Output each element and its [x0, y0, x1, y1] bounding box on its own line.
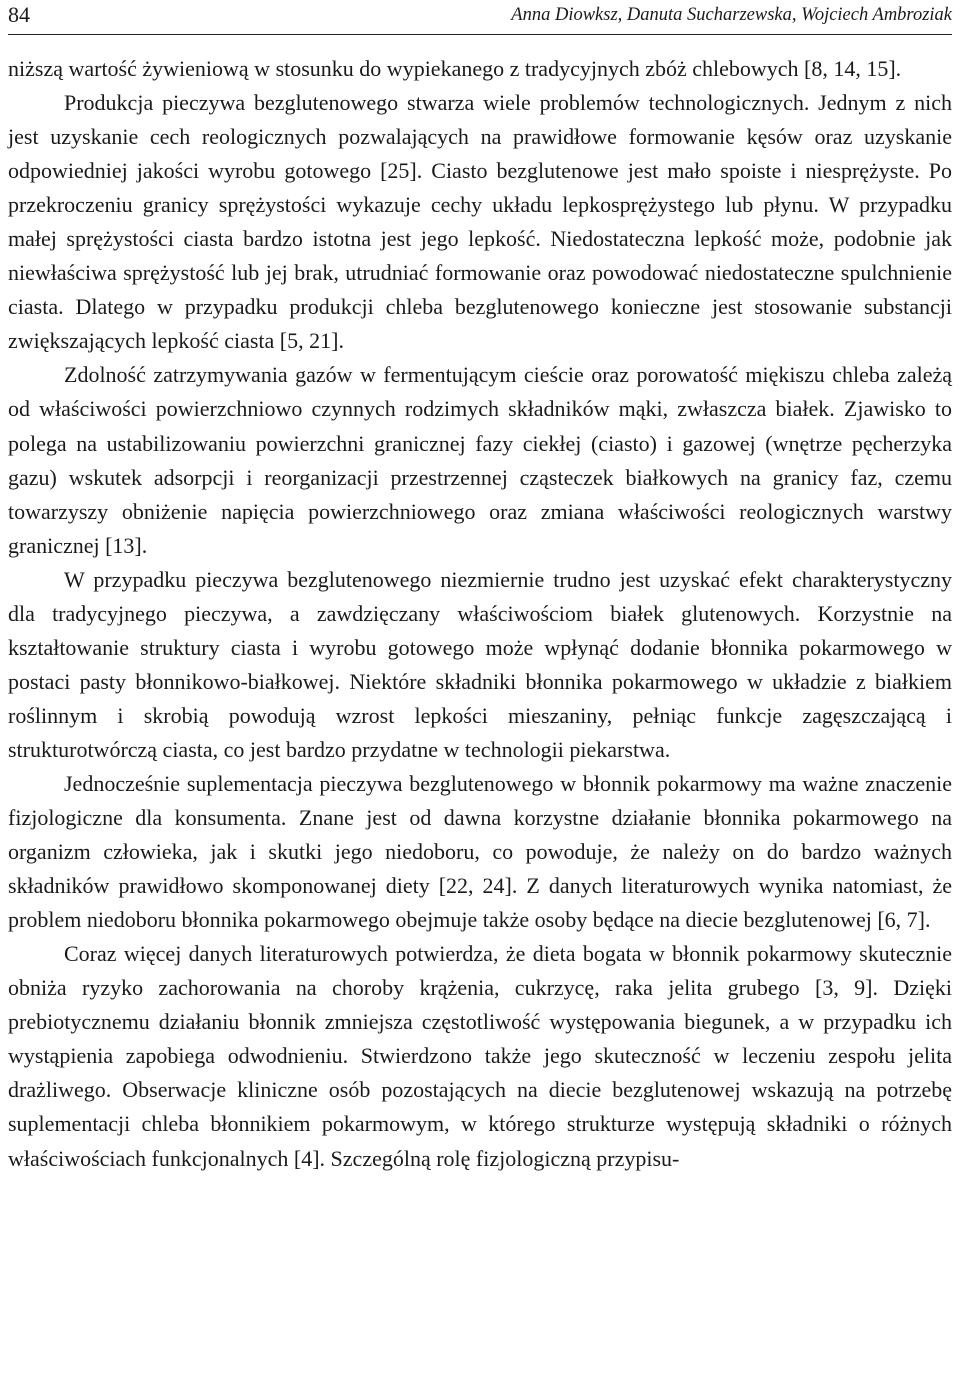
document-page	[8, 0, 952, 1176]
paragraph: Coraz więcej danych literaturowych potwierdza, że dieta bogata w błonnik pokarmowy skutecznie obniża ryzyko zachorowania na choroby krążenia, cukrzycę, raka jelita grubego [3, 9]. Dzięki prebiotycznemu działaniu błonnik zmniejsza częstotliwość występowania biegunek, a w przypadku ich wystąpienia zapobiega odwodnieniu. Stwierdzono także jego skuteczność w leczeniu zespołu jelita drażliwego. Obserwacje kliniczne osób pozostających na diecie bezglutenowej wskazują na potrzebę suplementacji chleba błonnikiem pokarmowym, w którego strukturze występują składniki o różnych właściwościach funkcjonalnych [4]. Szczególną rolę fizjologiczną przypisu-	[8, 941, 952, 1171]
paragraph: Jednocześnie suplementacja pieczywa bezglutenowego w błonnik pokarmowy ma ważne znaczenie fizjologiczne dla konsumenta. Znane jest od dawna korzystne działanie błonnika pokarmowego na organizm człowieka, jak i skutki jego niedoboru, co powoduje, że należy on do bardzo ważnych składników prawidłowo skomponowanej diety [22, 24]. Z danych literaturowych wynika natomiast, że problem niedoboru błonnika pokarmowego obejmuje także osoby będące na diecie bezglutenowej [6, 7].	[8, 770, 952, 933]
page-header	[8, 0, 952, 35]
paragraph-continuation: niższą wartość żywieniową w stosunku do wypiekanego z tradycyjnych zbóż chlebowych [8, 14, 15].	[8, 56, 902, 81]
running-head-authors: Anna Diowksz, Danuta Sucharzewska, Wojciech Ambroziak	[511, 5, 952, 25]
page-number: 84	[8, 2, 30, 27]
body-text	[8, 52, 952, 1176]
paragraph: Zdolność zatrzymywania gazów w fermentującym cieście oraz porowatość miękiszu chleba zależą od właściwości powierzchniowo czynnych rodzimych składników mąki, zwłaszcza białek. Zjawisko to polega na ustabilizowaniu powierzchni granicznej fazy ciekłej (ciasto) i gazowej (wnętrze pęcherzyka gazu) wskutek adsorpcji i reorganizacji przestrzennej cząsteczek białkowych na granicy faz, czemu towarzyszy obniżenie napięcia powierzchniowego oraz zmiana właściwości reologicznych warstwy granicznej [13].	[8, 362, 952, 558]
paragraph: Produkcja pieczywa bezglutenowego stwarza wiele problemów technologicznych. Jednym z nich jest uzyskanie cech reologicznych pozwalających na prawidłowe formowanie kęsów oraz uzyskanie odpowiedniej jakości wyrobu gotowego [25]. Ciasto bezglutenowe jest mało spoiste i niesprężyste. Po przekroczeniu granicy sprężystości wykazuje cechy układu lepkosprężystego lub płynu. W przypadku małej sprężystości ciasta bardzo istotna jest jego lepkość. Niedostateczna lepkość może, podobnie jak niewłaściwa sprężystość lub jej brak, utrudniać formowanie oraz powodować niedostateczne spulchnienie ciasta. Dlatego w przypadku produkcji chleba bezglutenowego konieczne jest stosowanie substancji zwiększających lepkość ciasta [5, 21].	[8, 90, 952, 354]
paragraph: W przypadku pieczywa bezglutenowego niezmiernie trudno jest uzyskać efekt charakterystyczny dla tradycyjnego pieczywa, a zawdzięczany właściwościom białek glutenowych. Korzystnie na kształtowanie struktury ciasta i wyrobu gotowego może wpłynąć dodanie błonnika pokarmowego w postaci pasty błonnikowo-białkowej. Niektóre składniki błonnika pokarmowego w układzie z białkiem roślinnym i skrobią powodują wzrost lepkości mieszaniny, pełniąc funkcje zagęszczającą i strukturotwórczą ciasta, co jest bardzo przydatne w technologii piekarstwa.	[8, 566, 952, 762]
